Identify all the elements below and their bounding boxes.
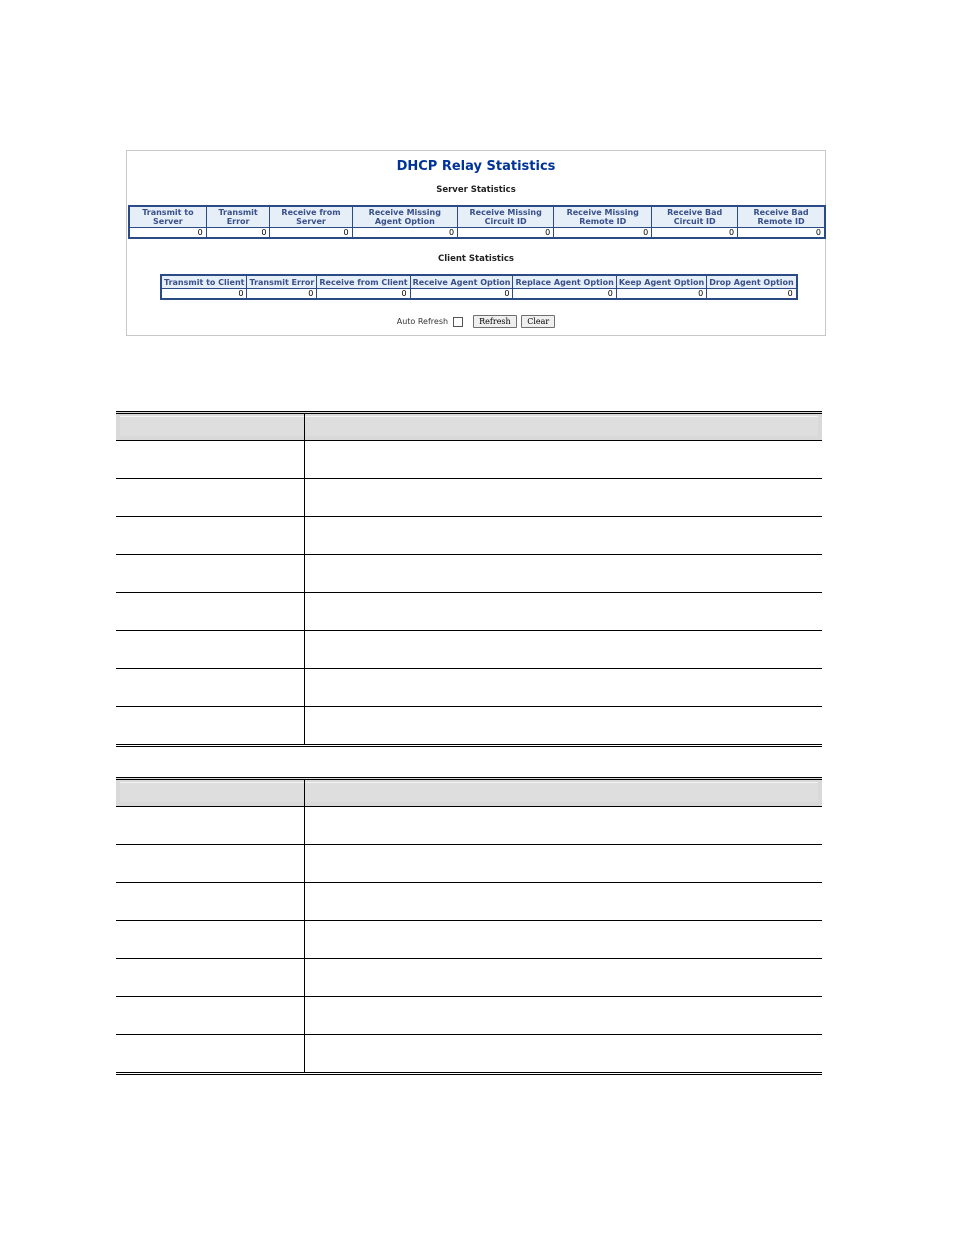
value-receive-missing-remote-id: 0 — [554, 228, 652, 239]
col-transmit-error: Transmit Error — [247, 275, 317, 289]
value-drop-agent-option: 0 — [707, 289, 797, 300]
table-row — [116, 669, 822, 707]
col-drop-agent-option: Drop Agent Option — [707, 275, 797, 289]
table-row — [116, 517, 822, 555]
value-receive-from-server: 0 — [270, 228, 352, 239]
col-receive-missing-circuit-id: Receive Missing Circuit ID — [458, 206, 554, 228]
value-receive-bad-circuit-id: 0 — [652, 228, 738, 239]
client-statistics-table — [160, 274, 798, 300]
server-header-row — [129, 206, 825, 228]
table-header — [116, 411, 822, 441]
col-receive-bad-remote-id: Receive Bad Remote ID — [738, 206, 825, 228]
value-transmit-to-server: 0 — [129, 228, 206, 239]
value-transmit-error: 0 — [206, 228, 270, 239]
table-row — [116, 479, 822, 517]
table-row — [116, 807, 822, 845]
col-transmit-to-client: Transmit to Client — [161, 275, 247, 289]
refresh-button[interactable]: Refresh — [473, 315, 517, 328]
client-header-row — [161, 275, 797, 289]
col-receive-bad-circuit-id: Receive Bad Circuit ID — [652, 206, 738, 228]
table-row — [116, 707, 822, 745]
table-row — [116, 555, 822, 593]
col-keep-agent-option: Keep Agent Option — [616, 275, 706, 289]
value-receive-bad-remote-id: 0 — [738, 228, 825, 239]
server-statistics-table — [128, 205, 826, 239]
auto-refresh-checkbox[interactable] — [453, 317, 463, 327]
client-parameter-description-table — [116, 777, 822, 1075]
page-title: DHCP Relay Statistics — [396, 159, 556, 174]
col-transmit-to-server: Transmit to Server — [129, 206, 206, 228]
value-receive-missing-agent-option: 0 — [352, 228, 458, 239]
col-receive-missing-remote-id: Receive Missing Remote ID — [554, 206, 652, 228]
value-receive-agent-option: 0 — [410, 289, 513, 300]
server-statistics-title: Server Statistics — [436, 185, 516, 195]
table-row — [116, 631, 822, 669]
server-values-row — [129, 228, 825, 239]
client-values-row — [161, 289, 797, 300]
value-transmit-to-client: 0 — [161, 289, 247, 300]
value-keep-agent-option: 0 — [616, 289, 706, 300]
table-row — [116, 1035, 822, 1073]
server-parameter-description-table — [116, 411, 822, 747]
value-receive-missing-circuit-id: 0 — [458, 228, 554, 239]
col-transmit-error: Transmit Error — [206, 206, 270, 228]
table-row — [116, 921, 822, 959]
table-row — [116, 883, 822, 921]
col-receive-agent-option: Receive Agent Option — [410, 275, 513, 289]
controls-bar — [127, 315, 825, 328]
dhcp-relay-statistics-panel — [126, 150, 826, 336]
table-row — [116, 441, 822, 479]
col-receive-missing-agent-option: Receive Missing Agent Option — [352, 206, 458, 228]
table-row — [116, 959, 822, 997]
clear-button[interactable]: Clear — [521, 315, 555, 328]
table-row — [116, 845, 822, 883]
table-header — [116, 777, 822, 807]
client-statistics-title: Client Statistics — [438, 254, 514, 264]
auto-refresh-label: Auto Refresh — [396, 317, 449, 326]
value-replace-agent-option: 0 — [513, 289, 616, 300]
col-receive-from-server: Receive from Server — [270, 206, 352, 228]
table-row — [116, 997, 822, 1035]
value-receive-from-client: 0 — [317, 289, 410, 300]
col-replace-agent-option: Replace Agent Option — [513, 275, 616, 289]
col-receive-from-client: Receive from Client — [317, 275, 410, 289]
value-transmit-error: 0 — [247, 289, 317, 300]
table-row — [116, 593, 822, 631]
